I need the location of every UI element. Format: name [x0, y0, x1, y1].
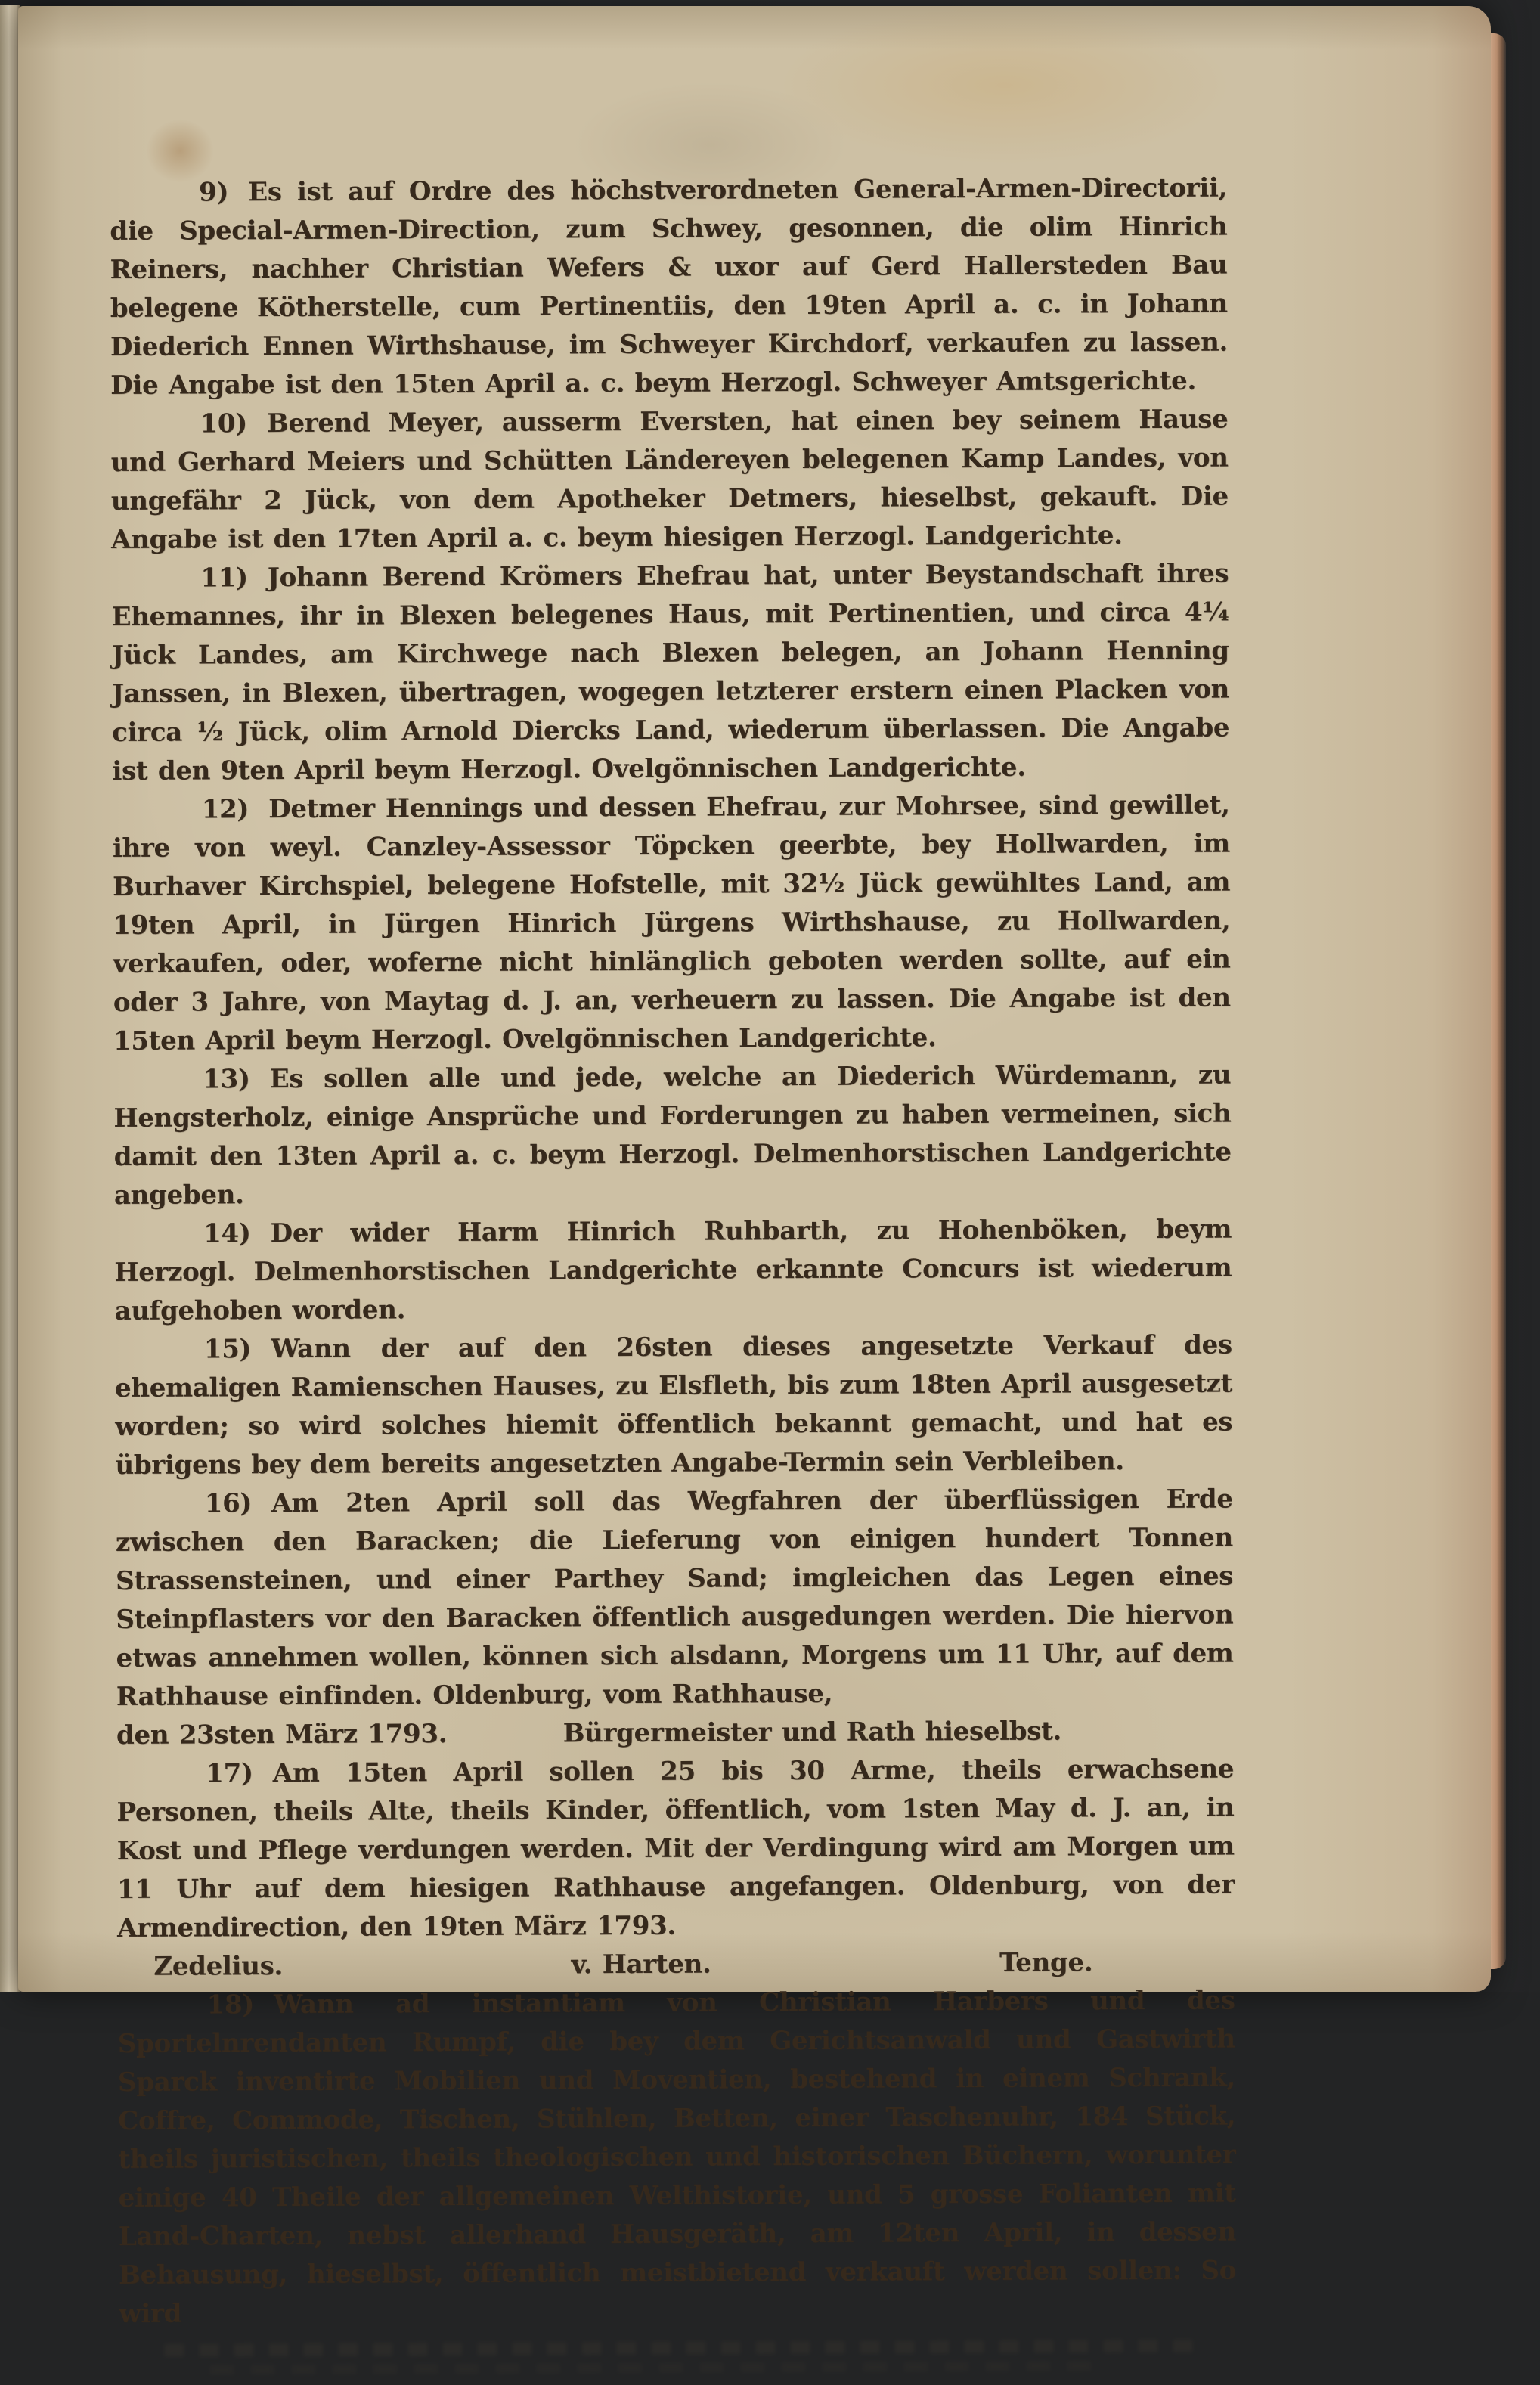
signature: Zedelius.: [153, 1951, 284, 1982]
notice-paragraph-18: [117, 1982, 1236, 2334]
notice-text: Am 15ten April sollen 25 bis 30 Arme, theils erwachsene Personen, theils Alte, theils Kinder, öffentlich, vom 1sten May d. J. an, in Kost und Pflege verdungen werden. Mit der Verdingung wird am Morgen um 11 Uhr auf dem hiesigen Rathhause angefangen. Oldenburg, von der Armendirection, den 19ten März 1793.: [116, 1754, 1235, 1943]
notice-text: Detmer Hennings und dessen Ehefrau, zur Mohrsee, sind gewillet, ihre von weyl. Canzley-Assessor Töpcken geerbte, bey Hollwarden, im Burhaver Kirchspiel, belegene Hofstelle, mit 32½ Jück gewühltes Land, am 19ten April, in Jürgen Hinrich Jürgens Wirthshause, zu Hollwarden, verkaufen, oder, woferne nicht hinlänglich geboten werden sollte, auf ein oder 3 Jahre, von Maytag d. J. an, verheuern zu lassen. Die Angabe ist den 15ten April beym Herzogl. Ovelgönnischen Landgerichte.: [112, 789, 1231, 1056]
notice-paragraph-17: [116, 1751, 1235, 1948]
notice-paragraph-13: [113, 1056, 1232, 1215]
verso-show-through: [119, 2335, 1236, 2385]
notice-text: Wann ad instantiam von Christian Harbers und des Sportelnrendanten Rumpf, die bey dem Gerichtsanwald und Gastwirth Sparck inventirte Mobilien und Moventien, bestehend in einem Schrank, Coffre, Commode, Tischen, Stühlen, Betten, einer Taschenuhr, 184 Stück, theils juristischen, theils theologischen und historischen Büchern, worunter einige 40 Theile der allgemeinen Welthistorie, und 5 grosse Folianten mit Land-Charten, nebst allerhand Hausgeräth, am 12ten April, in dessen Behausung, hieselbst, öffentlich meistbietend verkauft werden sollen: So wird: [117, 1985, 1237, 2329]
notice-paragraph-12: [113, 786, 1232, 1061]
signature: v. Harten.: [571, 1949, 711, 1980]
issuer-signoff: Bürgermeister und Rath hieselbst.: [562, 1716, 1062, 1749]
scanned-book-page: [18, 6, 1491, 2329]
notice-text: Johann Berend Krömers Ehefrau hat, unter Beystandschaft ihres Ehemannes, ihr in Blexen belegenes Haus, mit Pertinentien, und circa 4¼ Jück Landes, am Kirchwege nach Blexen belegen, an Johann Henning Janssen, in Blexen, übertragen, wogegen letzterer erstern einen Placken von circa ½ Jück, olim Arnold Diercks Land, wiederum überlassen. Die Angabe ist den 9ten April beym Herzogl. Ovelgönnischen Landgerichte.: [111, 558, 1230, 786]
notice-paragraph-14: [114, 1211, 1232, 1331]
notice-number: 18): [206, 1990, 255, 2021]
notice-text: Es ist auf Ordre des höchstverordneten General-Armen-Directorii, die Special-Armen-Direction, zum Schwey, gesonnen, die olim Hinrich Reiners, nachher Christian Wefers & uxor auf Gerd Hallersteden Bau belegene Kötherstelle, cum Pertinentiis, den 19ten April a. c. in Johann Diederich Ennen Wirthshause, im Schweyer Kirchdorf, verkaufen zu lassen. Die Angabe ist den 15ten April a. c. beym Herzogl. Schweyer Amtsgerichte.: [110, 172, 1229, 401]
dateline: den 23sten März 1793.: [116, 1719, 448, 1751]
notice-16-dateline-row: [116, 1712, 1234, 1755]
notice-17-signature-row: [117, 1943, 1235, 1986]
notice-paragraph-15: [115, 1326, 1233, 1485]
signature: Tenge.: [999, 1947, 1093, 1978]
notice-paragraph-9: [110, 169, 1228, 405]
notice-number: 11): [200, 563, 248, 594]
notice-number: 15): [203, 1334, 252, 1365]
notice-number: 9): [199, 177, 229, 208]
notice-paragraph-10: [110, 401, 1229, 560]
notice-text: Am 2ten April soll das Wegfahren der überflüssigen Erde zwischen den Baracken; die Lieferung von einigen hundert Tonnen Strassensteinen, und einer Parthey Sand; imgleichen das Legen eines Steinpflasters vor den Baracken öffentlich ausgedungen werden. Die hiervon etwas annehmen wollen, können sich alsdann, Morgens um 11 Uhr, auf dem Rathhause einfinden. Oldenburg, vom Rathhause,: [115, 1484, 1234, 1712]
text-block: [110, 169, 1237, 2385]
notice-number: 13): [203, 1064, 250, 1095]
notice-text: Es sollen alle und jede, welche an Diederich Würdemann, zu Hengsterholz, einige Ansprüche und Forderungen zu haben vermeinen, sich damit den 13ten April a. c. beym Herzogl. Delmenhorstischen Landgerichte angeben.: [113, 1059, 1232, 1211]
notice-number: 17): [206, 1758, 253, 1789]
notice-paragraph-16: [116, 1481, 1234, 1717]
notice-number: 16): [204, 1488, 253, 1519]
notice-number: 10): [200, 408, 248, 439]
notice-number: 14): [203, 1218, 251, 1249]
book-gutter-edge: [0, 5, 20, 1992]
notice-text: Der wider Harm Hinrich Ruhbarth, zu Hohenböken, beym Herzogl. Delmenhorstischen Landgerichte erkannte Concurs ist wiederum aufgehoben worden.: [114, 1214, 1232, 1326]
notice-text: Wann der auf den 26sten dieses angesetzte Verkauf des ehemaligen Ramienschen Hauses, zu Elsfleth, bis zum 18ten April ausgesetzt worden; so wird solches hiemit öffentlich bekannt gemacht, und hat es übrigens bey dem bereits angesetzten Angabe-Termin sein Verbleiben.: [114, 1329, 1233, 1481]
notice-text: Berend Meyer, ausserm Eversten, hat einen bey seinem Hause und Gerhard Meiers und Schütten Ländereyen belegenen Kamp Landes, von ungefähr 2 Jück, von dem Apotheker Detmers, hieselbst, gekauft. Die Angabe ist den 17ten April a. c. beym hiesigen Herzogl. Landgerichte.: [110, 404, 1229, 555]
notice-number: 12): [201, 794, 249, 825]
notice-paragraph-11: [111, 555, 1229, 791]
